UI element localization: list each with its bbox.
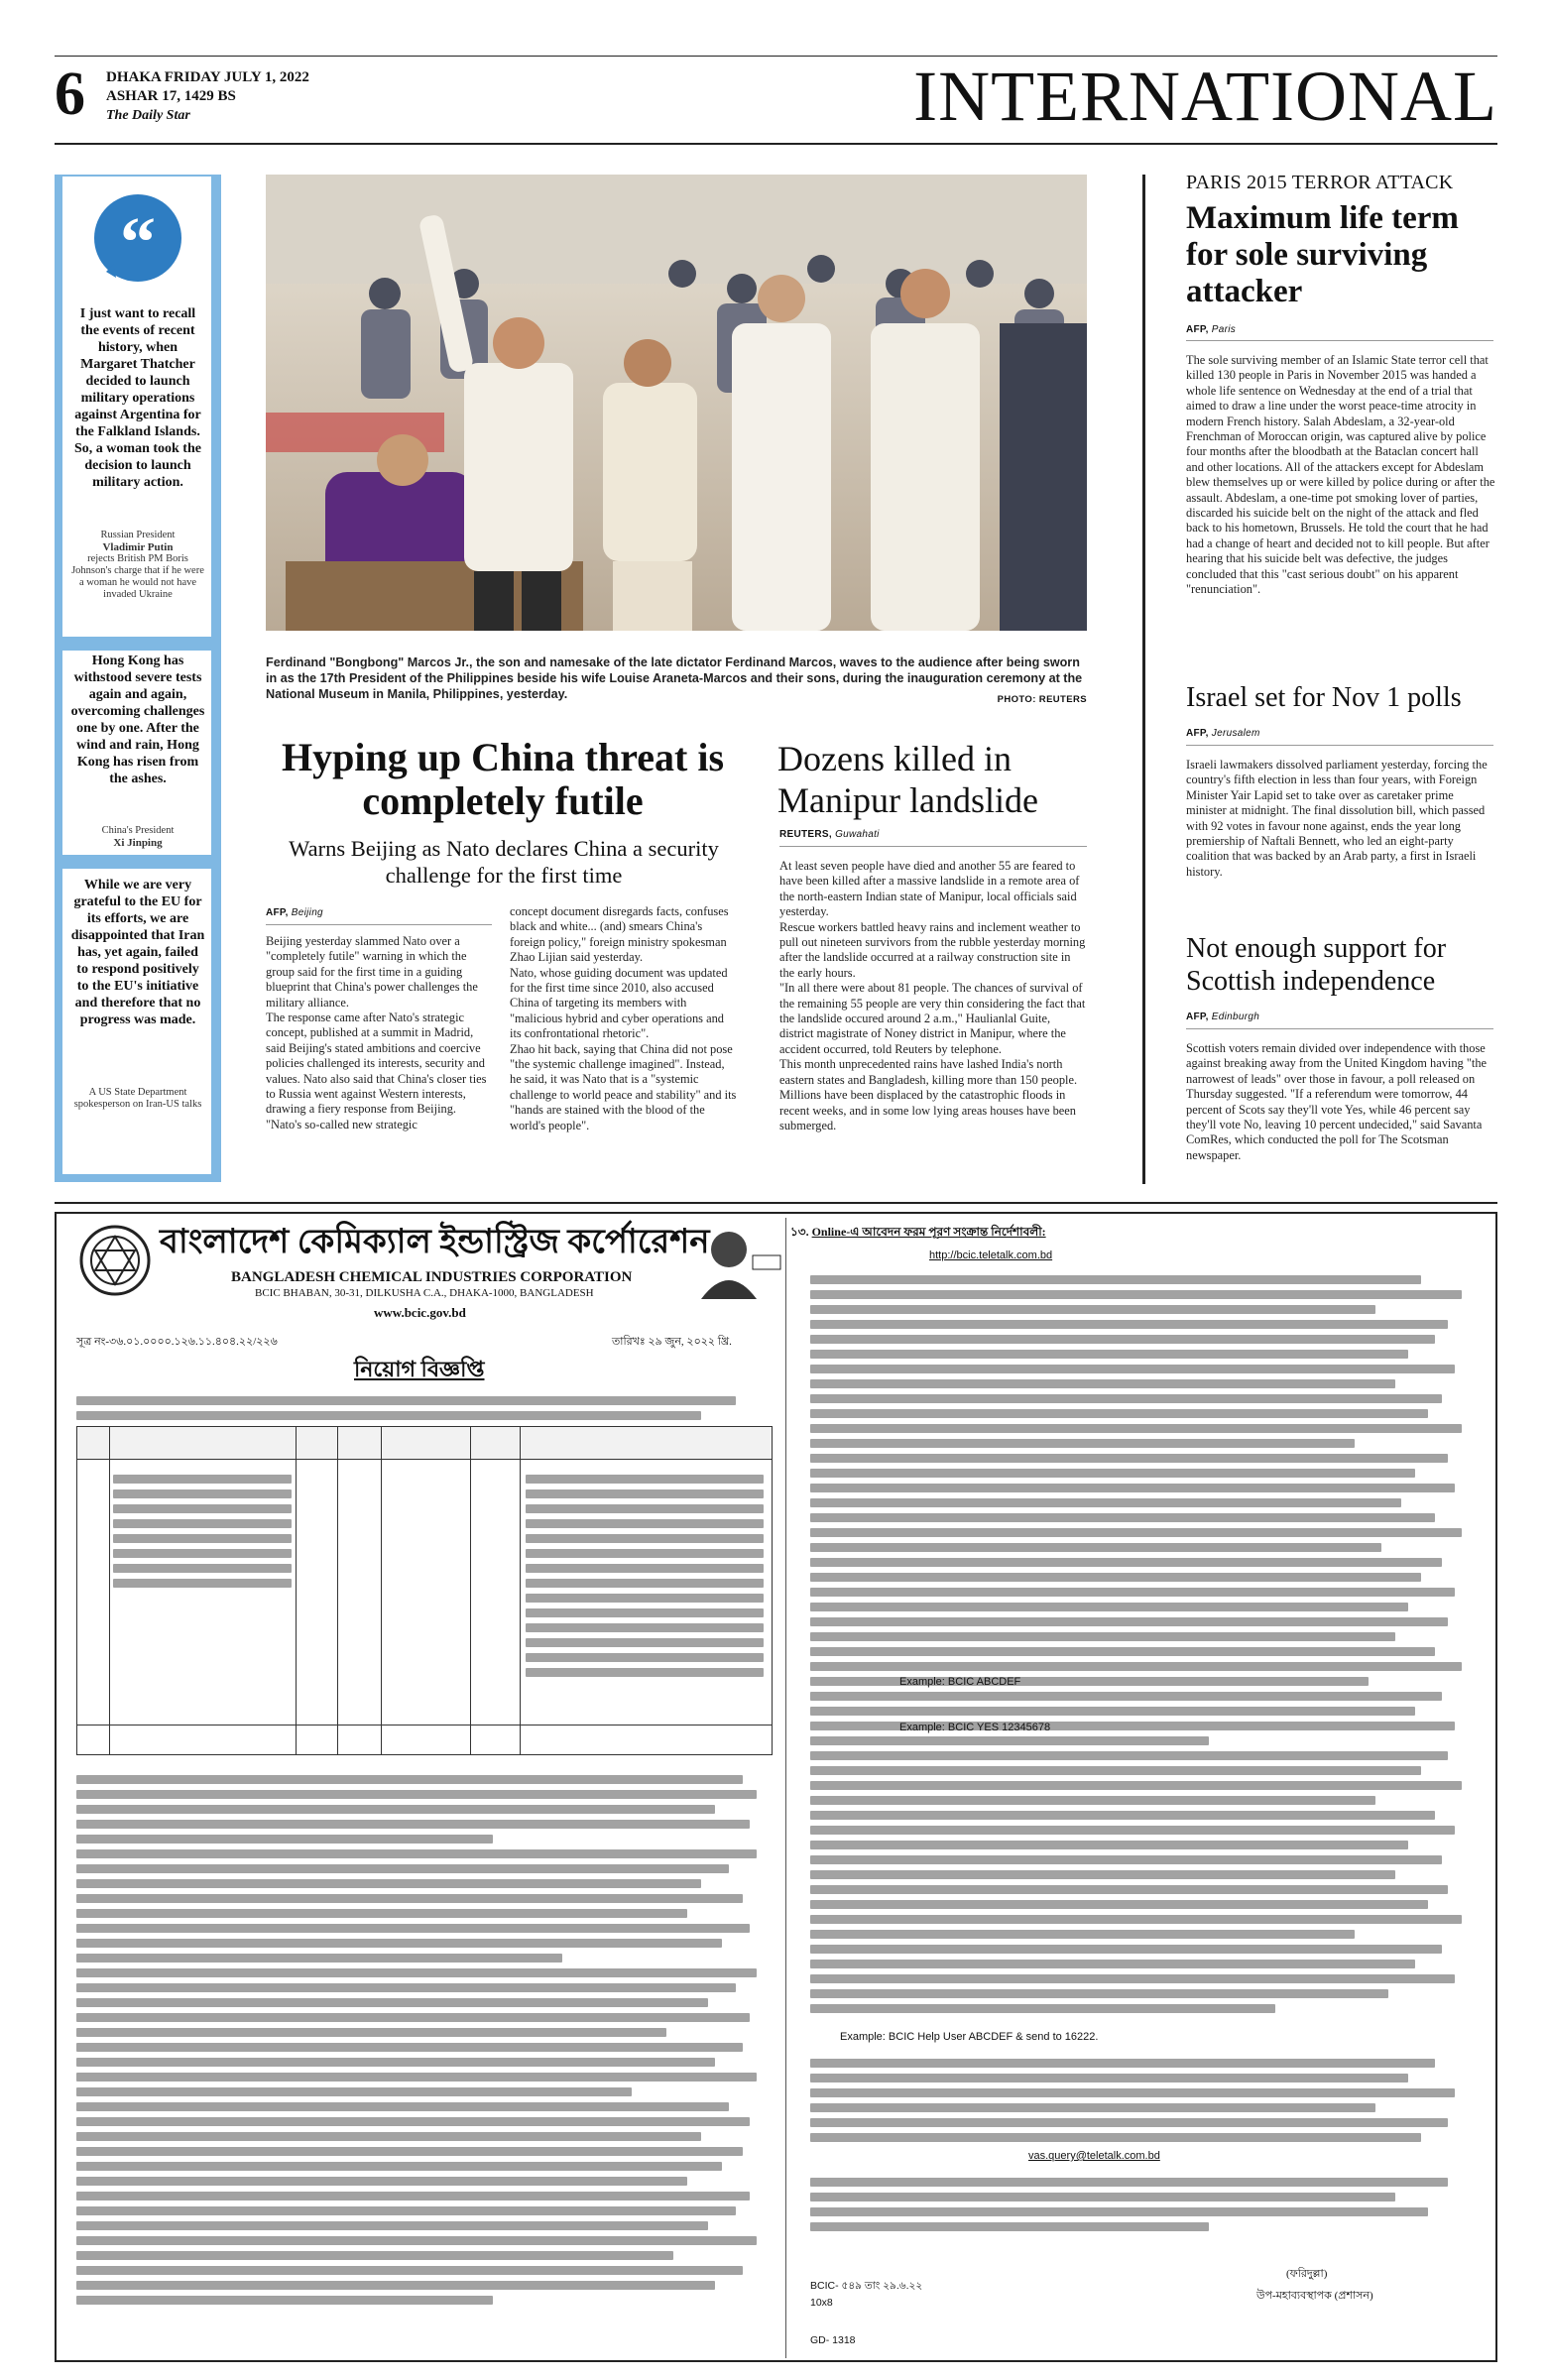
text-line — [810, 1900, 1428, 1909]
org-website: www.bcic.gov.bd — [374, 1305, 466, 1320]
text-line — [810, 2059, 1435, 2068]
text-line — [810, 1632, 1395, 1641]
text-line — [76, 1894, 743, 1903]
table-col-divider — [296, 1427, 297, 1754]
scotland-body: Scottish voters remain divided over independence with those against breaking away from the United Kingdom having "the narrowest of leads" over those in favour, a poll released on Thursday suggested. "If a referendum were tomorrow, 44 percent of Scots say they'll vote Yes, while 46 percent say they'll vote No, leaving 10 percent undecided," said Savanta ComRes, which conducted the poll for The Scotsman newspaper. — [1186, 1041, 1488, 1162]
svg-text:“: “ — [120, 202, 156, 282]
text-line — [810, 1930, 1355, 1939]
text-line — [76, 1849, 757, 1858]
text-line — [810, 1439, 1355, 1448]
manipur-byline-agency: REUTERS, — [779, 829, 832, 840]
manipur-body: At least seven people have died and another 55 are feared to have been killed after a massive landslide in a remote area of the north-eastern Indian state of Manipur, local officials said yesterday. Rescue workers battled heavy rains and inclement weather to pull out nineteen survivors from the rubble yesterday morning after the landslide occurred at a railway construction site in the early hours. "In all there were about 81 people. The chances of survival of the remaining 55 people are very thin considering the fact that the landslide occured around 2 a.m.," Haulianlal Guite, district magistrate of Noney district in Manipur, where the accident occurred, told Reuters by telephone. This month unprecedented rains have lashed India's north eastern states and Bangladesh, killing more than 150 people. Millions have been displaced by the catastrophic floods in recent weeks, and in some low lying areas houses have been submerged. — [779, 859, 1086, 1132]
text-line — [810, 1603, 1408, 1611]
text-line — [810, 1365, 1455, 1373]
text-line — [810, 1320, 1448, 1329]
text-line — [76, 1954, 562, 1963]
text-line — [810, 1707, 1415, 1716]
masthead-bottom-rule — [55, 143, 1497, 145]
text-line — [76, 2296, 493, 2305]
quote-1-text: I just want to recall the events of recent history, when Margaret Thatcher decided to launch military operations against Argentina for the Falkland Islands. So, a woman took the decision to launch military action. — [74, 306, 201, 490]
text-line — [810, 1692, 1442, 1701]
text-line — [76, 1939, 722, 1948]
notice-intro-lines — [76, 1390, 771, 1426]
text-line — [76, 2206, 736, 2215]
paris-byline-place: Paris — [1211, 324, 1237, 335]
text-line — [810, 1528, 1462, 1537]
text-line — [810, 1335, 1435, 1344]
text-line — [76, 2162, 722, 2171]
text-line — [810, 2207, 1428, 2216]
memo-date: তারিখঃ ২৯ জুন, ২০২২ খ্রি. — [612, 1336, 732, 1348]
quote-2-name: Xi Jinping — [113, 837, 163, 849]
text-line — [76, 1411, 701, 1420]
manipur-headline: Dozens killed in Manipur landslide — [777, 739, 1038, 820]
table-col-divider — [337, 1427, 338, 1754]
israel-byline-place: Jerusalem — [1211, 728, 1260, 739]
text-line — [76, 2087, 632, 2096]
text-line — [76, 2266, 743, 2275]
photo-caption: Ferdinand "Bongbong" Marcos Jr., the son and namesake of the late dictator Ferdinand Marcos, waves to the audience after being sworn in as the 17th President of the Philippines beside his wife Louise Araneta-Marcos and their sons, during the inauguration ceremony at the National Museum in Manila, Philippines, yesterday. — [266, 655, 1083, 701]
text-line — [810, 1647, 1435, 1656]
quote-mark-icon — [86, 194, 189, 290]
text-line — [526, 1608, 764, 1617]
text-line — [810, 1766, 1421, 1775]
online-heading-text: Online-এ আবেদন ফরম পূরণ সংক্রান্ত নির্দেশাবলী: — [811, 1225, 1046, 1239]
text-line — [810, 1974, 1455, 1983]
online-heading — [790, 1224, 1046, 1244]
text-line — [810, 2222, 1209, 2231]
text-line — [810, 1736, 1209, 1745]
text-line — [810, 1945, 1442, 1954]
table-col-divider — [520, 1427, 521, 1754]
text-line — [526, 1668, 764, 1677]
text-line — [810, 1855, 1442, 1864]
text-line — [810, 1484, 1455, 1492]
china-subhead: Warns Beijing as Nato declares China a security challenge for the first time — [289, 836, 719, 888]
text-line — [113, 1475, 292, 1484]
text-line — [76, 1909, 687, 1918]
quote-1-note: rejects British PM Boris Johnson's charge that if he were a woman he would not have invaded Ukraine — [71, 553, 204, 600]
text-line — [526, 1549, 764, 1558]
text-line — [76, 1924, 750, 1933]
ad-top-rule — [55, 1202, 1497, 1204]
text-line — [76, 1805, 715, 1814]
text-line — [810, 1989, 1388, 1998]
org-name-english: BANGLADESH CHEMICAL INDUSTRIES CORPORATION — [231, 1269, 633, 1285]
text-line — [526, 1504, 764, 1513]
text-line — [810, 2133, 1421, 2142]
footer-code: BCIC- ৫৪৯ তাং ২৯.৬.২২ — [810, 2280, 923, 2292]
manipur-byline-place: Guwahati — [835, 829, 880, 840]
text-line — [810, 1290, 1462, 1299]
china-byline-place: Beijing — [291, 907, 323, 918]
scotland-byline-agency: AFP, — [1186, 1012, 1209, 1022]
org-name-bangla: বাংলাদেশ কেমিক্যাল ইন্ডাস্ট্রিজ কর্পোরেশন — [160, 1224, 710, 1260]
text-line — [76, 2132, 701, 2141]
text-line — [76, 1864, 729, 1873]
text-line — [76, 1998, 708, 2007]
text-line — [526, 1564, 764, 1573]
text-line — [526, 1623, 764, 1632]
text-line — [810, 1751, 1448, 1760]
paris-body: The sole surviving member of an Islamic State terror cell that killed 130 people in Paris in November 2015 was handed a whole life sentence on Wednesday at the end of a trial that aimed to draw a line under the worst peace-time atrocity in modern French history. Salah Abdeslam, a 32-year-old Frenchman of Moroccan origin, was captured alive by police four months after the bloodbath at the Bataclan concert hall and other locations. All of the attackers except for Abdeslam blew themselves up or were killed by police during or after the assault. Abdeslam, a one-time pot smoking lover of parties, discarded his suicide belt on the night of the attack and fled back to his hometown, Brussels. He told the court that he had had a change of heart and decided not to kill people. But after hearing that his suicide belt was defective, the judges concluded that this "cast serious doubt" on his apparent "renunciation". — [1186, 353, 1495, 597]
quotes-sidebar — [55, 175, 221, 1182]
bcic-logo-icon — [78, 1224, 152, 1297]
text-line — [810, 2118, 1448, 2127]
text-line — [810, 1811, 1435, 1820]
china-byline-agency: AFP, — [266, 907, 289, 918]
text-line — [810, 1573, 1421, 1582]
china-headline: Hyping up China threat is completely futile — [281, 735, 725, 823]
bcic-advertisement — [55, 1212, 1497, 2362]
israel-byline-agency: AFP, — [1186, 728, 1209, 739]
table-row-divider — [77, 1725, 772, 1726]
notice-title: নিয়োগ বিজ্ঞপ্তি — [354, 1357, 485, 1381]
vacancy-table — [76, 1426, 773, 1755]
text-line — [76, 1835, 493, 1844]
text-line — [76, 2192, 750, 2201]
text-line — [76, 2251, 673, 2260]
text-line — [810, 2178, 1448, 2187]
israel-headline: Israel set for Nov 1 polls — [1186, 682, 1462, 713]
text-line — [810, 1677, 1369, 1686]
text-line — [810, 1662, 1462, 1671]
quote-divider-1 — [62, 637, 211, 651]
text-line — [810, 1796, 1375, 1805]
text-line — [810, 1960, 1415, 1968]
right-instruction-lines-d — [810, 2172, 1475, 2237]
footer-size: 10x8 — [810, 2297, 833, 2309]
text-line — [76, 1983, 736, 1992]
text-line — [810, 1841, 1408, 1849]
right-instruction-lines-c — [810, 2053, 1475, 2148]
text-line — [526, 1579, 764, 1588]
text-line — [810, 1350, 1408, 1359]
text-line — [76, 1820, 750, 1829]
quote-2-text: Hong Kong has withstood severe tests again and again, overcoming challenges one by one. After the wind and rain, Hong Kong has risen from the ashes. — [70, 654, 205, 786]
israel-byline-rule — [1186, 745, 1493, 746]
footer-gd: GD- 1318 — [810, 2334, 856, 2346]
text-line — [810, 1379, 1395, 1388]
text-line — [76, 1879, 701, 1888]
section-title: INTERNATIONAL — [913, 57, 1497, 136]
manipur-byline-rule — [779, 846, 1087, 847]
table-cell-lines — [113, 1469, 292, 1594]
china-byline-rule — [266, 924, 492, 925]
right-column-rule — [1142, 175, 1145, 1184]
page-number: 6 — [55, 60, 85, 128]
table-header-row — [77, 1427, 772, 1460]
text-line — [76, 2073, 757, 2082]
text-line — [810, 1513, 1435, 1522]
text-line — [810, 1275, 1421, 1284]
application-url-link[interactable]: http://bcic.teletalk.com.bd — [929, 1250, 1053, 1261]
text-line — [526, 1489, 764, 1498]
quote-1-role: Russian President — [100, 530, 176, 540]
text-line — [76, 1396, 736, 1405]
quote-1-name: Vladimir Putin — [102, 541, 174, 553]
paper-name: The Daily Star — [106, 108, 190, 123]
help-example: Example: BCIC Help User ABCDEF & send to 16222. — [840, 2031, 1099, 2043]
text-line — [76, 1775, 743, 1784]
text-line — [810, 1870, 1395, 1879]
date-line: DHAKA FRIDAY JULY 1, 2022 — [106, 69, 309, 85]
text-line — [76, 2281, 715, 2290]
sms-example-2: Example: BCIC YES 12345678 — [899, 1722, 1051, 1733]
text-line — [810, 1558, 1442, 1567]
text-line — [810, 1498, 1401, 1507]
table-col-divider — [381, 1427, 382, 1754]
text-line — [810, 2074, 1408, 2082]
text-line — [113, 1549, 292, 1558]
text-line — [113, 1534, 292, 1543]
text-line — [76, 2221, 708, 2230]
text-line — [113, 1504, 292, 1513]
right-instruction-lines-b — [810, 1745, 1475, 2019]
text-line — [76, 2177, 687, 2186]
text-line — [810, 2088, 1455, 2097]
text-line — [76, 2058, 715, 2067]
text-line — [810, 1826, 1455, 1835]
israel-body: Israeli lawmakers dissolved parliament yesterday, forcing the country's fifth election in less than four years, with Foreign Minister Yair Lapid set to take over as caretaker prime minister at midnight. The final dissolution bill, which passed with 92 votes in favour none against, ends the year long premiership of Naftali Bennett, who led an eight-party coalition that was backed by an Arab party, a first in Israeli history. — [1186, 758, 1488, 879]
scotland-byline-rule — [1186, 1028, 1493, 1029]
table-cell-lines — [526, 1469, 764, 1683]
quote-2-attribution — [70, 825, 205, 849]
text-line — [810, 1424, 1462, 1433]
quote-1-attribution — [70, 530, 205, 601]
text-line — [76, 2043, 743, 2052]
paris-byline — [1186, 324, 1236, 335]
ad-column-divider — [785, 1218, 786, 2358]
text-line — [76, 2028, 666, 2037]
paris-headline: Maximum life term for sole surviving attacker — [1186, 200, 1459, 309]
sms-example-1: Example: BCIC ABCDEF — [899, 1676, 1021, 1688]
text-line — [810, 1543, 1381, 1552]
text-line — [810, 1781, 1462, 1790]
text-line — [76, 2117, 750, 2126]
text-line — [526, 1519, 764, 1528]
text-line — [76, 2147, 743, 2156]
text-line — [113, 1564, 292, 1573]
text-line — [76, 2013, 750, 2022]
text-line — [76, 1790, 757, 1799]
china-body-col-1: Beijing yesterday slammed Nato over a "completely futile" warning in which the group said for the first time in a guiding blueprint that China's power challenges the military alliance. The response came after Nato's strategic concept, published at a summit in Madrid, said Beijing's stated ambitions and coercive policies challenged its interests, security and values. Nato also said that China's closer ties to Russia went against Western interests, drawing a fiery response from Beijing. "Nato's so-called new strategic — [266, 934, 487, 1131]
text-line — [810, 1885, 1448, 1894]
quote-divider-2 — [62, 855, 211, 869]
signatory-name: (ফরিদুল্লা) — [1286, 2268, 1328, 2280]
inauguration-photo — [266, 175, 1087, 631]
table-col-divider — [109, 1427, 110, 1754]
org-address: BCIC BHABAN, 30-31, DILKUSHA C.A., DHAKA-1000, BANGLADESH — [255, 1287, 594, 1299]
paris-byline-rule — [1186, 340, 1493, 341]
paris-byline-agency: AFP, — [1186, 324, 1209, 335]
china-body-col-2: concept document disregards facts, confuses black and white... (and) smears China's foreign policy," foreign ministry spokesman Zhao Lijian said yesterday. Nato, whose guiding document was updated for the first time since 2010, also accused China of targeting its members with "malicious hybrid and cyber operations and its confrontational rhetoric". Zhao hit back, saying that China did not pose "the systemic challenge imagined". Instead, he said, it was Nato that is a "systemic challenge to world peace and stability" and its "hands are stained with the blood of the world's people". — [510, 904, 737, 1132]
portrait-icon — [691, 1222, 782, 1299]
bangla-date-line: ASHAR 17, 1429 BS — [106, 88, 236, 104]
text-line — [113, 1579, 292, 1588]
text-line — [526, 1653, 764, 1662]
text-line — [526, 1594, 764, 1603]
text-line — [113, 1519, 292, 1528]
scotland-headline: Not enough support for Scottish independence — [1186, 933, 1447, 997]
manipur-byline — [779, 829, 880, 840]
text-line — [810, 1617, 1448, 1626]
table-col-divider — [470, 1427, 471, 1754]
text-line — [810, 1915, 1462, 1924]
text-line — [810, 2103, 1375, 2112]
text-line — [526, 1534, 764, 1543]
left-instruction-lines — [76, 1769, 771, 2311]
text-line — [76, 2102, 729, 2111]
text-line — [526, 1638, 764, 1647]
text-line — [810, 1469, 1415, 1478]
text-line — [526, 1475, 764, 1484]
text-line — [810, 2193, 1395, 2202]
text-line — [810, 1394, 1442, 1403]
signatory-role: উপ-মহাব্যবস্থাপক (প্রশাসন) — [1256, 2290, 1373, 2302]
text-line — [113, 1489, 292, 1498]
support-email-link[interactable]: vas.query@teletalk.com.bd — [1028, 2150, 1160, 2162]
text-line — [810, 1588, 1455, 1597]
photo-credit: PHOTO: REUTERS — [997, 694, 1087, 705]
israel-byline — [1186, 728, 1260, 739]
section-number: ১৩. — [790, 1225, 809, 1239]
scotland-byline-place: Edinburgh — [1211, 1012, 1260, 1022]
quote-3-attribution: A US State Department spokesperson on Iran-US talks — [73, 1087, 202, 1110]
quote-2-role: China's President — [101, 825, 175, 836]
text-line — [810, 1454, 1448, 1463]
china-byline — [266, 907, 323, 918]
text-line — [810, 1409, 1428, 1418]
paris-kicker: PARIS 2015 TERROR ATTACK — [1186, 172, 1454, 193]
text-line — [76, 2236, 757, 2245]
scotland-byline — [1186, 1012, 1259, 1022]
quote-3-text: While we are very grateful to the EU for its efforts, we are disappointed that Iran has, yet again, failed to respond positively to the EU's initiative and therefore that no progress was made. — [70, 878, 205, 1027]
text-line — [810, 1305, 1375, 1314]
text-line — [810, 2004, 1275, 2013]
text-line — [76, 1968, 757, 1977]
memo-number: সূত্র নং-৩৬.০১.০০০০.১২৬.১১.৪০৪.২২/২২৬ — [76, 1336, 278, 1348]
